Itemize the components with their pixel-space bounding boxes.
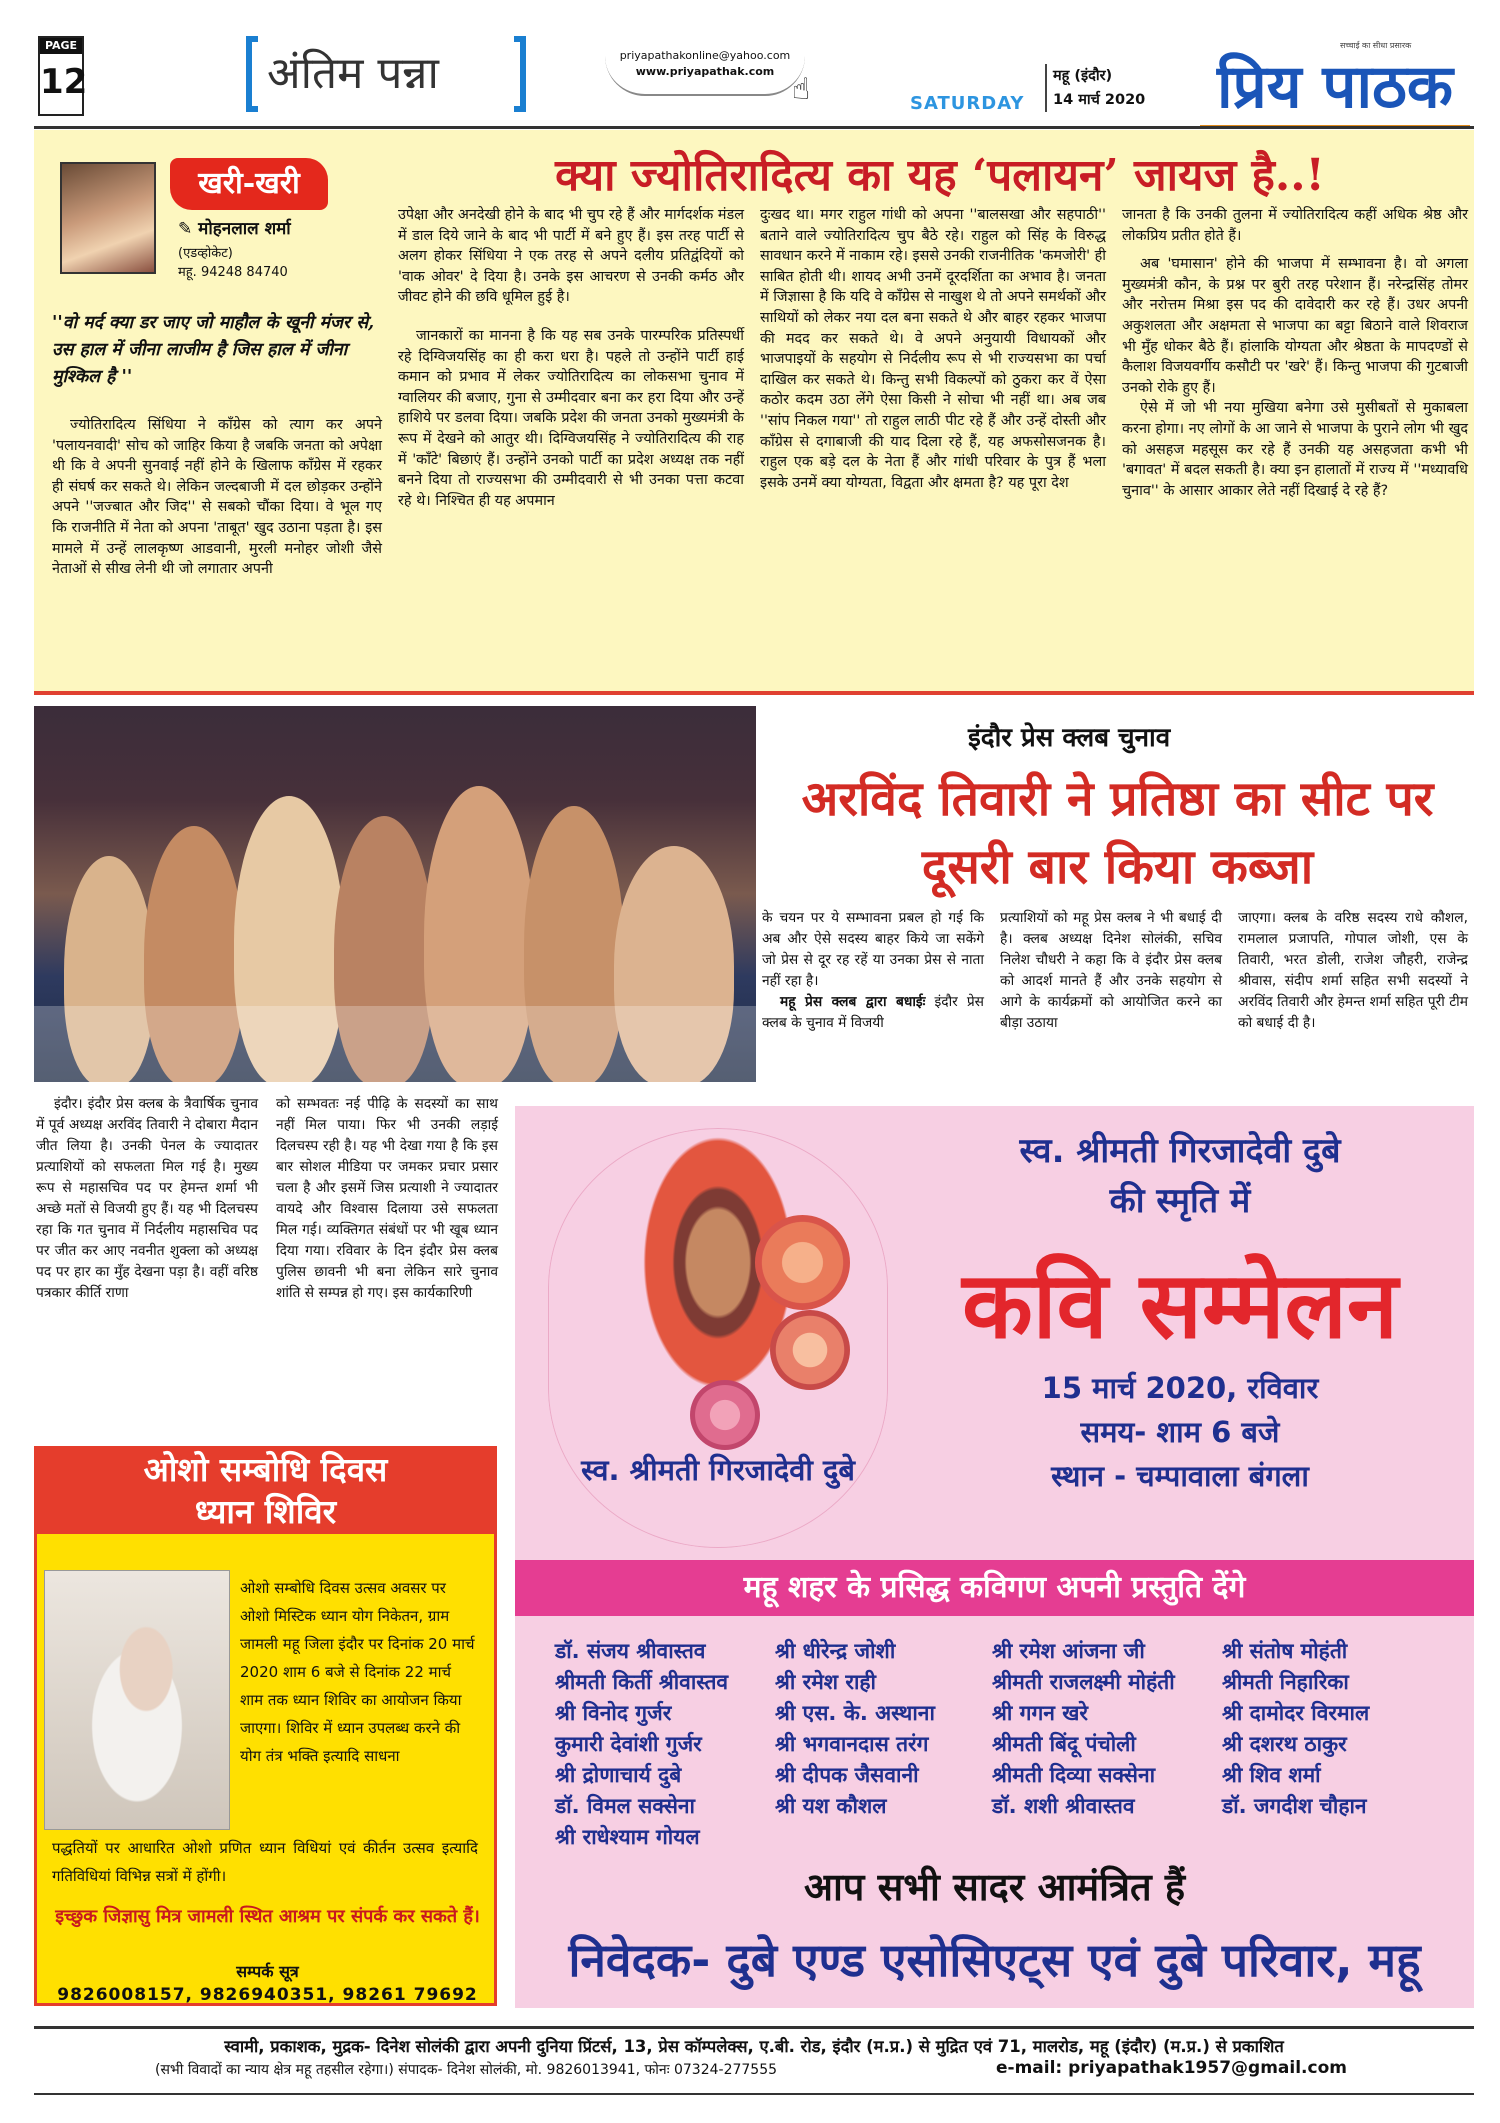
pointer-hand-icon: ☝	[792, 72, 811, 107]
paragraph: जाएगा। क्लब के वरिष्ठ सदस्य राधे कौशल, रामलाल प्रजापति, गोपाल जोशी, एस के तिवारी, भरत डोली, राजेश जौहरी, राजेन्द्र श्रीवास, संदीप शर्मा सहित सभी सदस्यों ने अरविंद तिवारी और हेमन्त शर्मा सहित पूरी टीम को बधाई दी है।	[1238, 910, 1468, 1031]
poet-name: श्री विनोद गुर्जर	[555, 1701, 672, 1725]
editorial-column-3	[760, 205, 1106, 493]
ad-event-title: कवि सम्मेलन	[962, 1251, 1398, 1359]
ad-event-details	[930, 1366, 1430, 1498]
paragraph: प्रत्याशियों को महू प्रेस क्लब ने भी बधाई दी है। क्लब अध्यक्ष दिनेश सोलंकी, सचिव निलेश चौधरी ने कहा कि वे इंदौर प्रेस क्लब को आदर्श मानते हैं और उनके सहयोग से आगे के कार्यक्रमों को आयोजित करने का बीड़ा उठाया	[1000, 910, 1222, 1031]
poet-list-4	[1222, 1636, 1369, 1822]
dateline-date: 14 मार्च 2020	[1053, 92, 1146, 108]
paragraph: महू प्रेस क्लब द्वारा बधाईः इंदौर प्रेस क्लब के चुनाव में विजयी	[762, 994, 984, 1031]
author-role: (एडव्होकेट)	[178, 246, 233, 261]
ad-dedication-name: स्व. श्रीमती गिरजादेवी दुबे	[1019, 1131, 1341, 1171]
poet-name: श्री रमेश आंजना जी	[992, 1639, 1145, 1663]
poet-name: डॉ. विमल सक्सेना	[555, 1794, 695, 1818]
newspaper-logo: प्रिय पाठक	[1200, 46, 1470, 128]
page-number: 12	[40, 62, 88, 102]
poet-name: डॉ. संजय श्रीवास्तव	[555, 1639, 706, 1663]
poet-name: श्री भगवानदास तरंग	[775, 1732, 929, 1756]
press-column-5	[1238, 908, 1468, 1034]
poet-list-3	[992, 1636, 1175, 1822]
paragraph: के चयन पर ये सम्भावना प्रबल हो गई कि अब और ऐसे सदस्य बाहर किये जा सकेंगे जो प्रेस से दूर रह रहें या उनका प्रेस से नाता नहीं रहा है।	[762, 910, 984, 989]
poet-name: श्रीमती राजलक्ष्मी मोहंती	[992, 1670, 1175, 1694]
osho-title-line2: ध्यान शिविर	[194, 1492, 337, 1531]
dateline-place: महू (इंदौर)	[1053, 68, 1113, 84]
poet-name: श्री शिव शर्मा	[1222, 1763, 1321, 1787]
portrait-caption: स्व. श्रीमती गिरजादेवी दुबे	[581, 1453, 855, 1487]
page-label: PAGE	[40, 38, 82, 54]
press-column-3	[762, 908, 984, 1034]
poet-list-1	[555, 1636, 728, 1853]
footer-divider	[34, 2026, 1474, 2029]
footer-email[interactable]: e-mail: priyapathak1957@gmail.com	[996, 2058, 1347, 2078]
poet-name: श्रीमती बिंदू पंचोली	[992, 1732, 1136, 1756]
masthead-website[interactable]: www.priyapathak.com	[635, 65, 775, 78]
poet-name: श्री द्रोणाचार्य दुबे	[555, 1763, 682, 1787]
osho-phone-numbers[interactable]: 9826008157, 9826940351, 98261 79692	[57, 1985, 478, 2005]
jurisdiction-line: (सभी विवादों का न्याय क्षेत्र महू तहसील रहेगा।) संपादक- दिनेश सोलंकी, मो. 9826013941, फोनः 07324-277555	[155, 2062, 778, 2078]
poet-name: श्रीमती निहारिका	[1222, 1670, 1349, 1694]
author-role-block	[178, 244, 288, 282]
poet-name: श्रीमती दिव्या सक्सेना	[992, 1763, 1156, 1787]
osho-contact-label: सम्पर्क सूत्र	[236, 1962, 299, 1981]
dateline	[1045, 64, 1145, 112]
poet-name: डॉ. शशी श्रीवास्तव	[992, 1794, 1135, 1818]
press-column-1	[36, 1094, 258, 1304]
masthead-divider	[34, 126, 1474, 129]
osho-ad-body: ओशो सम्बोधि दिवस उत्सव अवसर पर ओशो मिस्टिक ध्यान योग निकेतन, ग्राम जामली महू जिला इंदौर पर दिनांक 20 मार्च 2020 शाम 6 बजे से दिनांक 22 मार्च शाम तक ध्यान शिविर का आयोजन किया जाएगा। शिविर में ध्यान उपलब्ध करने की योग तंत्र भक्ति इत्यादि साधना	[240, 1579, 475, 1765]
weekday: SATURDAY	[910, 93, 1025, 114]
ad-event-date: 15 मार्च 2020, रविवार	[1041, 1371, 1319, 1405]
ad-nivedak: निवेदक- दुबे एण्ड एसोसिएट्स एवं दुबे परिवार, महू	[568, 1933, 1421, 1987]
section-title: अंतिम पन्ना	[267, 48, 439, 99]
ad-event-time: समय- शाम 6 बजे	[1080, 1415, 1280, 1449]
pen-icon: ✎	[178, 219, 199, 239]
ad-dedication-sub: की स्मृति में	[1109, 1181, 1251, 1221]
poet-name: श्री धीरेन्द्र जोशी	[775, 1639, 896, 1663]
ad-invitation: आप सभी सादर आमंत्रित हैं	[803, 1865, 1186, 1909]
author-contact: महू. 94248 84740	[178, 265, 288, 280]
poet-name: श्री यश कौशल	[775, 1794, 887, 1818]
poet-name: श्री गगन खरे	[992, 1701, 1088, 1725]
osho-title-line1: ओशो सम्बोधि दिवस	[143, 1450, 388, 1489]
ad-event-venue: स्थान - चम्पावाला बंगला	[1051, 1459, 1309, 1493]
ad-poets-band: महू शहर के प्रसिद्ध कविगण अपनी प्रस्तुति देंगे	[515, 1560, 1474, 1616]
poet-name: श्री राधेश्याम गोयल	[555, 1825, 700, 1849]
author-photo	[60, 162, 156, 274]
author-name: ✎ मोहनलाल शर्मा	[178, 219, 291, 239]
poet-name: श्री संतोष मोहंती	[1222, 1639, 1348, 1663]
press-club-kicker: इंदौर प्रेस क्लब चुनाव	[968, 723, 1171, 753]
logo-tagline: सच्चाई का सीधा प्रसारक	[1340, 41, 1412, 50]
masthead-email[interactable]: priyapathakonline@yahoo.com	[619, 49, 791, 62]
paragraph: जानकारों का मानना है कि यह सब उनके पारम्परिक प्रतिस्पर्धी रहे दिग्विजयसिंह का ही करा धरा है। पहले तो उन्होंने पार्टी हाई कमान को प्रभाव में लेकर ज्योतिरादित्य का लोकसभा चुनाव में ग्वालियर की बजाए, गुना से उम्मीदवार बना कर हरा दिया और उन्हें हाशिये पर डलवा दिया। जबकि प्रदेश की जनता उनको मुख्यमंत्री के रूप में देखने को आतुर थी। दिग्विजयसिंह ने ज्योतिरादित्य की राह में 'काँटे' बिछाएं हैं। उन्होंने उनको पार्टी का प्रदेश अध्यक्ष तक नहीं बनने दिया तो राज्यसभा की उम्मीदवारी से भी उनका पत्ता कटवा रहे थे। निश्चित ही यह अपमान	[398, 327, 744, 509]
osho-ad-title	[34, 1446, 497, 1534]
paragraph: इंदौर। इंदौर प्रेस क्लब के त्रैवार्षिक चुनाव में पूर्व अध्यक्ष अरविंद तिवारी ने दोबारा मैदान जीत लिया है। उनकी पेनल के ज्यादातर प्रत्याशियों को सफलता मिल गई है। मुख्य रूप से महासचिव पद पर हेमन्त शर्मा भी अच्छे मतों से विजयी हुए हैं। यह भी दिलचस्प रहा कि गत चुनाव में निर्दलीय महासचिव पद पर जीत कर आए नवनीत शुक्ला को अध्यक्ष पद पर हार का मुँह देखना पड़ा है। वहीं वरिष्ठ पत्रकार कीर्ति राणा	[36, 1096, 258, 1301]
editorial-column-4	[1122, 205, 1468, 501]
poet-list-2	[775, 1636, 935, 1822]
press-club-group-photo	[34, 706, 756, 1082]
imprint-line: स्वामी, प्रकाशक, मुद्रक- दिनेश सोलंकी द्वारा अपनी दुनिया प्रिंटर्स, 13, प्रेस कॉम्पलेक्स, ए.बी. रोड, इंदौर (म.प्र.) से मुद्रित एवं 71, मालरोड, महू (इंदौर) (म.प्र.) से प्रकाशित	[224, 2037, 1284, 2056]
paragraph: दुःखद था। मगर राहुल गांधी को अपना ''बालसखा और सहपाठी'' बताने वाले ज्योतिरादित्य चुप बैठे रहे। राहुल को सिंह के विरुद्ध सावधान करने में नाकाम रहे। इससे उनकी राजनीतिक 'कमजोरी' ही साबित होती थी। शायद अभी उनमें दूरदर्शिता का अभाव है। जनता में जिज्ञासा है कि यदि वे कॉंग्रेस से नाखुश थे तो अपने समर्थकों और साथियों को लेकर नया दल बना सकते थे और बाहर रहकर भाजपा की मदद कर सकते थे। वे अपने अनुयायी विधायकों और भाजपाइयों के सहयोग से निर्दलीय रूप से भी राज्यसभा का पर्चा दाखिल कर सकते थे। किन्तु सभी विकल्पों को ठुकरा कर वें ऐसा कठोर कदम उठा लेंगे ऐसा किसी ने सोचा भी नहीं था। अब जब ''सांप निकल गया'' तो राहुल लाठी पीट रहे हैं और उन्हें दोस्ती और कॉंग्रेस से दगाबाजी की याद दिला रहे हैं, यह अफसोसजनक है। राहुल एक बड़े दल के नेता हैं और गांधी परिवार के पुत्र हैं भला इसके उनमें क्या योग्यता, विद्वता और क्षमता है? यह पूरा देश	[760, 207, 1106, 491]
poet-name: श्री दामोदर विरमाल	[1222, 1701, 1370, 1725]
editorial-quote: ''वो मर्द क्या डर जाए जो माहौल के खूनी मंजर से, उस हाल में जीना लाजीम है जिस हाल में जीना मुश्किल है ''	[52, 313, 375, 387]
rose-icon	[770, 1310, 850, 1390]
osho-ad-contact: इच्छुक जिज्ञासु मित्र जामली स्थित आश्रम पर संपर्क कर सकते हैं।	[55, 1906, 480, 1927]
osho-ad-body-cont: पद्धतियों पर आधारित ओशो प्रणित ध्यान विधियां एवं कीर्तन उत्सव इत्यादि गतिविधियां विभिन्न सत्रों में होंगी।	[52, 1839, 478, 1885]
rose-icon	[755, 1215, 850, 1310]
web-contact-box	[605, 48, 805, 96]
paragraph: जानता है कि उनकी तुलना में ज्योतिरादित्य कहीं अधिक श्रेष्ठ और लोकप्रिय प्रतीत होते हैं।	[1122, 207, 1468, 244]
editorial-column-1	[52, 415, 382, 580]
press-club-headline: अरविंद तिवारी ने प्रतिष्ठा का सीट पर दूसरी बार किया कब्जा	[801, 771, 1434, 895]
paragraph: ऐसे में जो भी नया मुखिया बनेगा उसे मुसीबतों से मुकाबला करना होगा। नए लोगों के आ जाने से भाजपा के पुराने लोग भी खुद को असहज महसूस कर रहे हैं उनकी यह असहजता कभी भी 'बगावत' में बदल सकती है। क्या इन हालातों में राज्य में ''मध्यावधि चुनाव'' के आसार आकार लेते नहीं दिखाई दे रहे हैं?	[1122, 400, 1468, 499]
paragraph: को सम्भवतः नई पीढ़ि के सदस्यों का साथ नहीं मिल पाया। फिर भी उनकी लड़ाई दिलचस्प रही है। यह भी देखा गया है कि इस बार सोशल मीडिया पर जमकर प्रचार प्रसार चला है और इसमें जिस प्रत्याशी ने ज्यादातर वायदे और विश्वास दिलाया उसे सफलता मिल गई। व्यक्तिगत संबंधों पर भी खूब ध्यान दिया गया। रविवार के दिन इंदौर प्रेस क्लब पुलिस छावनी भी बना लेकिन सारे चुनाव शांति से सम्पन्न हो गए। इस कार्यकारिणी	[276, 1096, 498, 1301]
poet-name: कुमारी देवांशी गुर्जर	[555, 1732, 702, 1756]
press-column-2	[276, 1094, 498, 1304]
editorial-headline: क्या ज्योतिरादित्य का यह ‘पलायन’ जायज है..!	[555, 150, 1325, 201]
paragraph: उपेक्षा और अनदेखी होने के बाद भी चुप रहे हैं और मार्गदर्शक मंडल में डाल दिये जाने के बाद भी पार्टी में बने हुए हैं। इस तरह पार्टी से अलग होकर सिंधिया ने एक तरह से अपने दलीय प्रतिद्वंदियों को 'वाक ओवर' दे दिया है। उनके इस आचरण से उनकी कर्मठ और जीवट होने की छवि धूमिल हुई है।	[398, 207, 744, 306]
osho-photo	[44, 1570, 230, 1830]
ad-dedication	[930, 1126, 1430, 1226]
poet-name: श्री रमेश राही	[775, 1670, 876, 1694]
rose-icon	[690, 1380, 760, 1450]
footer-divider-bottom	[34, 2093, 1474, 2095]
poet-name: डॉ. जगदीश चौहान	[1222, 1794, 1367, 1818]
paragraph: अब 'घमासान' होने की भाजपा में सम्भावना है। वो अगला मुख्यमंत्री कौन, के प्रश्न पर बुरी तरह परेशान हैं। नरेन्द्रसिंह तोमर और नरोत्तम मिश्रा इस पद की दावेदारी कर रहे हैं। उधर अपनी अकुशलता और अक्षमता से भाजपा का बट्टा बिठाने वाले शिवराज भी मुँह धोकर बैठे हैं। हांलाकि योग्यता और श्रेष्ठता के मापदण्डों से कैलाश विजयवर्गीय कसौटी पर 'खरे' हैं। किन्तु भाजपा की गुटबाजी उनको रोके हुए हैं।	[1122, 256, 1468, 396]
section-bracket-right	[514, 36, 526, 112]
paragraph: ज्योतिरादित्य सिंधिया ने कॉंग्रेस को त्याग कर अपने 'पलायनवादी' सोच को जाहिर किया है जबकि जनता को अपेक्षा थी कि वे अपनी सुनवाई नहीं होने के खिलाफ कॉंग्रेस में रहकर ही संघर्ष कर सकते थे। लेकिन जल्दबाजी में दल छोड़कर उन्होंने अपने ''जज्बात और जिद'' से सबको चौंका दिया। वे भूल गए कि राजनीति में नेता को अपना 'ताबूत' खुद उठाना पड़ता है। इस मामले में उन्हें लालकृष्ण आडवानी, मुरली मनोहर जोशी जैसे नेताओं से सीख लेनी थी जो लगातार अपनी	[52, 417, 382, 578]
column-badge: खरी-खरी	[170, 158, 328, 210]
bold-lead: महू प्रेस क्लब द्वारा बधाईः	[780, 994, 926, 1010]
poet-name: श्री दीपक जैसवानी	[775, 1763, 919, 1787]
poet-name: श्रीमती किर्ती श्रीवास्तव	[555, 1670, 729, 1694]
poet-name: श्री दशरथ ठाकुर	[1222, 1732, 1347, 1756]
press-column-4	[1000, 908, 1222, 1034]
editorial-column-2	[398, 205, 744, 511]
poet-name: श्री एस. के. अस्थाना	[775, 1701, 935, 1725]
page-number-box	[38, 36, 88, 116]
